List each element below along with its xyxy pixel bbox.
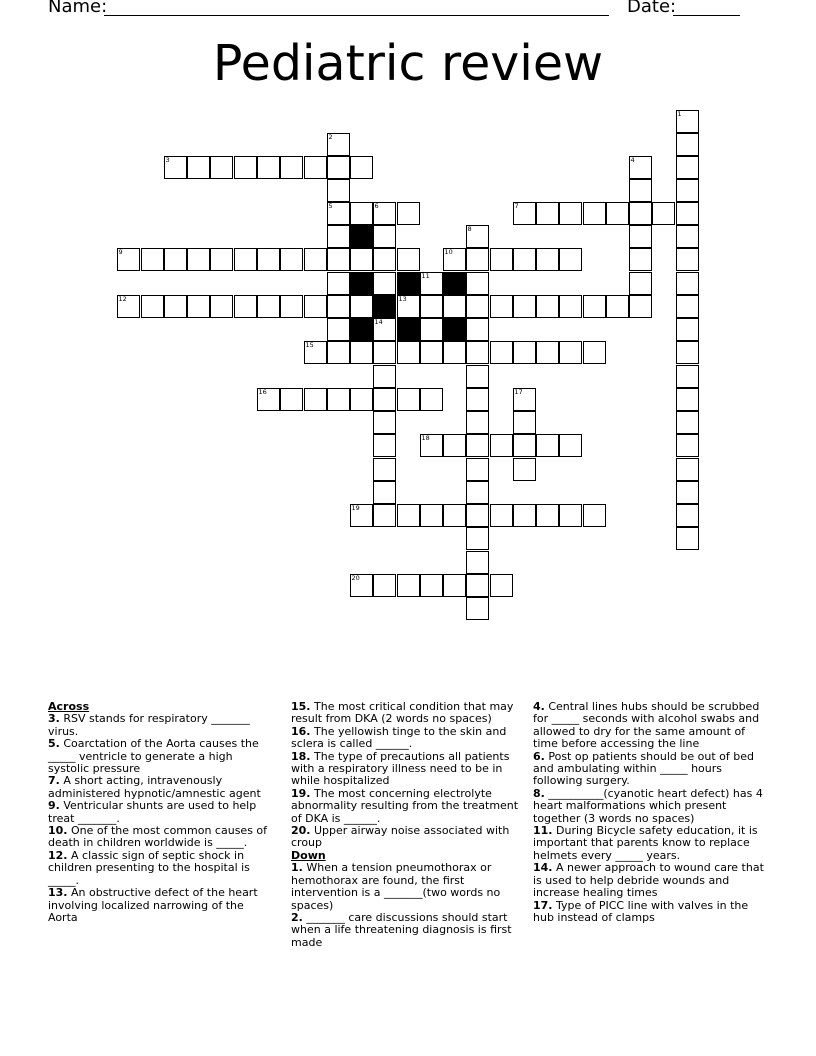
crossword-cell[interactable] bbox=[443, 434, 466, 457]
crossword-cell[interactable] bbox=[676, 295, 699, 318]
clue-item bbox=[291, 912, 523, 949]
clue-text: The yellowish tinge to the skin and sclera is called ______. bbox=[291, 724, 507, 751]
crossword-cell[interactable] bbox=[420, 272, 443, 295]
crossword-cell[interactable] bbox=[536, 341, 559, 364]
crossword-cell[interactable] bbox=[629, 202, 652, 225]
clue-item bbox=[48, 800, 274, 825]
crossword-cell[interactable] bbox=[676, 248, 699, 271]
crossword-cell[interactable] bbox=[234, 295, 257, 318]
crossword-cell[interactable] bbox=[652, 202, 675, 225]
crossword-cell[interactable] bbox=[490, 248, 513, 271]
crossword-cell[interactable] bbox=[234, 156, 257, 179]
clue-text: Ventricular shunts are used to help treat _______. bbox=[48, 799, 257, 825]
crossword-cell[interactable] bbox=[466, 295, 489, 318]
crossword-cell[interactable] bbox=[397, 202, 420, 225]
clue-number-label: 9. bbox=[48, 799, 60, 813]
crossword-cell[interactable] bbox=[676, 156, 699, 179]
crossword-cell[interactable] bbox=[397, 504, 420, 527]
clue-number-label: 10. bbox=[48, 824, 68, 838]
clue-text: The most critical condition that may result from DKA (2 words no spaces) bbox=[291, 700, 514, 726]
crossword-cell[interactable] bbox=[513, 341, 536, 364]
crossword-cell[interactable] bbox=[350, 504, 373, 527]
crossword-cell[interactable] bbox=[676, 110, 699, 133]
crossword-cell[interactable] bbox=[559, 202, 582, 225]
crossword-block-cell bbox=[443, 318, 466, 341]
clue-item bbox=[533, 862, 771, 899]
crossword-cell[interactable] bbox=[280, 295, 303, 318]
crossword-cell[interactable] bbox=[443, 248, 466, 271]
crossword-cell[interactable] bbox=[117, 295, 140, 318]
crossword-cell[interactable] bbox=[373, 202, 396, 225]
down-clue-list bbox=[291, 862, 523, 949]
crossword-cell[interactable] bbox=[676, 202, 699, 225]
clue-number: 14 bbox=[374, 317, 383, 326]
crossword-cell[interactable] bbox=[583, 202, 606, 225]
crossword-cell[interactable] bbox=[373, 411, 396, 434]
clue-item bbox=[533, 900, 771, 925]
clue-number-label: 11. bbox=[533, 824, 553, 838]
clue-number: 15 bbox=[305, 340, 314, 349]
crossword-cell[interactable] bbox=[466, 411, 489, 434]
crossword-cell[interactable] bbox=[350, 388, 373, 411]
crossword-cell[interactable] bbox=[210, 156, 233, 179]
clue-number-label: 7. bbox=[48, 774, 60, 788]
crossword-cell[interactable] bbox=[420, 341, 443, 364]
crossword-cell[interactable] bbox=[373, 504, 396, 527]
clue-number: 8 bbox=[467, 224, 472, 233]
crossword-cell[interactable] bbox=[606, 295, 629, 318]
crossword-cell[interactable] bbox=[676, 133, 699, 156]
crossword-cell[interactable] bbox=[141, 248, 164, 271]
clue-number-label: 16. bbox=[291, 724, 311, 738]
crossword-cell[interactable] bbox=[327, 341, 350, 364]
clue-number-label: 2. bbox=[291, 910, 303, 924]
crossword-cell[interactable] bbox=[629, 248, 652, 271]
crossword-cell[interactable] bbox=[490, 574, 513, 597]
crossword-cell[interactable] bbox=[443, 574, 466, 597]
crossword-cell[interactable] bbox=[210, 248, 233, 271]
crossword-cell[interactable] bbox=[513, 458, 536, 481]
crossword-cell[interactable] bbox=[513, 248, 536, 271]
across-heading: Across bbox=[48, 700, 90, 713]
clue-item bbox=[291, 751, 523, 788]
crossword-cell[interactable] bbox=[466, 434, 489, 457]
clue-number: 3 bbox=[165, 155, 170, 164]
crossword-cell[interactable] bbox=[373, 248, 396, 271]
clues-column-3 bbox=[533, 701, 771, 924]
crossword-cell[interactable] bbox=[373, 272, 396, 295]
clue-text: Upper airway noise associated with croup bbox=[291, 824, 510, 850]
crossword-cell[interactable] bbox=[676, 318, 699, 341]
crossword-cell[interactable] bbox=[257, 295, 280, 318]
clue-number-label: 12. bbox=[48, 848, 68, 862]
clue-number: 1 bbox=[677, 109, 682, 118]
crossword-cell[interactable] bbox=[373, 434, 396, 457]
clue-number-label: 6. bbox=[533, 749, 545, 763]
crossword-block-cell bbox=[373, 295, 396, 318]
clue-number: 2 bbox=[328, 132, 333, 141]
crossword-block-cell bbox=[397, 272, 420, 295]
crossword-cell[interactable] bbox=[676, 458, 699, 481]
clue-item bbox=[48, 825, 274, 850]
clue-number-label: 4. bbox=[533, 700, 545, 713]
crossword-cell[interactable] bbox=[304, 156, 327, 179]
crossword-cell[interactable] bbox=[536, 434, 559, 457]
crossword-cell[interactable] bbox=[490, 434, 513, 457]
crossword-cell[interactable] bbox=[187, 156, 210, 179]
clue-number: 16 bbox=[258, 387, 267, 396]
crossword-cell[interactable] bbox=[327, 248, 350, 271]
crossword-cell[interactable] bbox=[559, 434, 582, 457]
crossword-block-cell bbox=[350, 225, 373, 248]
clue-text: During Bicycle safety education, it is important that parents know to replace helmets every _____ years. bbox=[533, 824, 758, 862]
crossword-cell[interactable] bbox=[397, 341, 420, 364]
clue-text: __________(cyanotic heart defect) has 4 heart malformations which present together (3 words no spaces) bbox=[533, 786, 763, 825]
crossword-cell[interactable] bbox=[373, 388, 396, 411]
crossword-cell[interactable] bbox=[350, 574, 373, 597]
crossword-cell[interactable] bbox=[164, 248, 187, 271]
crossword-cell[interactable] bbox=[327, 388, 350, 411]
clue-text: One of the most common causes of death in children worldwide is _____. bbox=[48, 824, 268, 850]
crossword-cell[interactable] bbox=[304, 295, 327, 318]
crossword-cell[interactable] bbox=[513, 434, 536, 457]
crossword-cell[interactable] bbox=[280, 156, 303, 179]
crossword-cell[interactable] bbox=[559, 504, 582, 527]
crossword-cell[interactable] bbox=[117, 248, 140, 271]
crossword-cell[interactable] bbox=[420, 388, 443, 411]
clue-item bbox=[48, 775, 274, 800]
crossword-cell[interactable] bbox=[536, 504, 559, 527]
clue-text: Central lines hubs should be scrubbed for _____ seconds with alcohol swabs and allowed to dry for the same amount of time before accessing the line bbox=[533, 700, 760, 751]
crossword-cell[interactable] bbox=[536, 202, 559, 225]
clue-number-label: 18. bbox=[291, 749, 311, 763]
clue-text: When a tension pneumothorax or hemothorax are found, the first intervention is a _______(two words no spaces) bbox=[291, 861, 501, 912]
crossword-cell[interactable] bbox=[513, 504, 536, 527]
crossword-block-cell bbox=[397, 318, 420, 341]
clue-number: 19 bbox=[351, 503, 360, 512]
crossword-cell[interactable] bbox=[280, 388, 303, 411]
crossword-cell[interactable] bbox=[466, 388, 489, 411]
crossword-cell[interactable] bbox=[676, 272, 699, 295]
crossword-cell[interactable] bbox=[350, 295, 373, 318]
clue-number-label: 5. bbox=[48, 737, 60, 751]
clue-number: 4 bbox=[630, 155, 635, 164]
crossword-cell[interactable] bbox=[304, 248, 327, 271]
crossword-cell[interactable] bbox=[466, 574, 489, 597]
crossword-cell[interactable] bbox=[676, 225, 699, 248]
crossword-cell[interactable] bbox=[397, 574, 420, 597]
crossword-cell[interactable] bbox=[327, 295, 350, 318]
crossword-cell[interactable] bbox=[443, 341, 466, 364]
crossword-cell[interactable] bbox=[466, 527, 489, 550]
crossword-cell[interactable] bbox=[164, 156, 187, 179]
clue-number: 5 bbox=[328, 201, 333, 210]
clue-number-label: 3. bbox=[48, 712, 60, 726]
clue-number: 20 bbox=[351, 573, 360, 582]
down-heading: Down bbox=[291, 848, 326, 862]
clue-text: A short acting, intravenously administered hypnotic/amnestic agent bbox=[48, 774, 261, 800]
crossword-cell[interactable] bbox=[490, 341, 513, 364]
crossword-cell[interactable] bbox=[327, 318, 350, 341]
clue-number-label: 1. bbox=[291, 861, 303, 875]
crossword-cell[interactable] bbox=[513, 411, 536, 434]
across-clue-list bbox=[48, 713, 274, 924]
crossword-cell[interactable] bbox=[327, 179, 350, 202]
clue-text: The most concerning electrolyte abnormality resulting from the treatment of DKA is ______. bbox=[291, 786, 519, 825]
clues-column-1 bbox=[48, 701, 274, 924]
crossword-cell[interactable] bbox=[164, 295, 187, 318]
crossword-cell[interactable] bbox=[304, 341, 327, 364]
crossword-cell[interactable] bbox=[187, 295, 210, 318]
clue-item bbox=[48, 887, 274, 924]
clue-number-label: 20. bbox=[291, 824, 311, 838]
clue-text: Type of PICC line with valves in the hub instead of clamps bbox=[533, 898, 749, 924]
crossword-cell[interactable] bbox=[373, 225, 396, 248]
crossword-cell[interactable] bbox=[257, 248, 280, 271]
clue-item bbox=[48, 738, 274, 775]
crossword-cell[interactable] bbox=[606, 202, 629, 225]
crossword-cell[interactable] bbox=[304, 388, 327, 411]
crossword-cell[interactable] bbox=[466, 272, 489, 295]
clue-item bbox=[533, 751, 771, 788]
crossword-cell[interactable] bbox=[676, 365, 699, 388]
clue-text: RSV stands for respiratory _______ virus. bbox=[48, 712, 250, 738]
clue-number: 10 bbox=[444, 247, 453, 256]
crossword-cell[interactable] bbox=[187, 248, 210, 271]
crossword-cell[interactable] bbox=[141, 295, 164, 318]
crossword-cell[interactable] bbox=[629, 179, 652, 202]
clue-number: 13 bbox=[398, 294, 407, 303]
crossword-cell[interactable] bbox=[327, 202, 350, 225]
crossword-cell[interactable] bbox=[350, 156, 373, 179]
crossword-cell[interactable] bbox=[373, 458, 396, 481]
clue-number: 6 bbox=[374, 201, 379, 210]
crossword-cell[interactable] bbox=[420, 504, 443, 527]
crossword-cell[interactable] bbox=[466, 597, 489, 620]
clue-number: 7 bbox=[514, 201, 519, 210]
clue-item bbox=[533, 825, 771, 862]
crossword-cell[interactable] bbox=[490, 295, 513, 318]
clue-text: Coarctation of the Aorta causes the _____ ventricle to generate a high systolic pressure bbox=[48, 737, 259, 776]
clue-number-label: 8. bbox=[533, 786, 545, 800]
clue-number: 18 bbox=[421, 433, 430, 442]
clue-number: 11 bbox=[421, 271, 430, 280]
crossword-cell[interactable] bbox=[373, 318, 396, 341]
date-label: Date: bbox=[627, 0, 677, 17]
crossword-cell[interactable] bbox=[443, 295, 466, 318]
crossword-cell[interactable] bbox=[676, 341, 699, 364]
crossword-cell[interactable] bbox=[397, 388, 420, 411]
clue-item bbox=[48, 713, 274, 738]
crossword-cell[interactable] bbox=[629, 225, 652, 248]
crossword-cell[interactable] bbox=[466, 481, 489, 504]
clue-number-label: 14. bbox=[533, 861, 553, 875]
crossword-cell[interactable] bbox=[559, 248, 582, 271]
crossword-cell[interactable] bbox=[466, 551, 489, 574]
crossword-cell[interactable] bbox=[676, 411, 699, 434]
crossword-cell[interactable] bbox=[420, 574, 443, 597]
crossword-cell[interactable] bbox=[257, 388, 280, 411]
crossword-cell[interactable] bbox=[559, 295, 582, 318]
clue-text: A newer approach to wound care that is used to help debride wounds and increase healing times bbox=[533, 861, 764, 900]
crossword-cell[interactable] bbox=[420, 295, 443, 318]
crossword-cell[interactable] bbox=[466, 318, 489, 341]
crossword-cell[interactable] bbox=[210, 295, 233, 318]
crossword-cell[interactable] bbox=[676, 179, 699, 202]
crossword-cell[interactable] bbox=[443, 504, 466, 527]
crossword-cell[interactable] bbox=[327, 133, 350, 156]
crossword-cell[interactable] bbox=[676, 504, 699, 527]
crossword-cell[interactable] bbox=[327, 225, 350, 248]
clue-text: An obstructive defect of the heart involving localized narrowing of the Aorta bbox=[48, 886, 258, 924]
crossword-cell[interactable] bbox=[466, 365, 489, 388]
crossword-cell[interactable] bbox=[629, 156, 652, 179]
clue-number-label: 19. bbox=[291, 786, 311, 800]
crossword-cell[interactable] bbox=[373, 481, 396, 504]
clue-item bbox=[291, 726, 523, 751]
crossword-cell[interactable] bbox=[513, 295, 536, 318]
crossword-cell[interactable] bbox=[257, 156, 280, 179]
crossword-cell[interactable] bbox=[676, 527, 699, 550]
crossword-cell[interactable] bbox=[583, 295, 606, 318]
page-title: Pediatric review bbox=[212, 35, 604, 92]
crossword-cell[interactable] bbox=[420, 434, 443, 457]
crossword-cell[interactable] bbox=[373, 341, 396, 364]
clue-number: 9 bbox=[118, 247, 123, 256]
crossword-cell[interactable] bbox=[466, 248, 489, 271]
crossword-cell[interactable] bbox=[676, 388, 699, 411]
crossword-cell[interactable] bbox=[629, 272, 652, 295]
crossword-cell[interactable] bbox=[466, 458, 489, 481]
crossword-cell[interactable] bbox=[490, 504, 513, 527]
crossword-cell[interactable] bbox=[559, 341, 582, 364]
clue-number-label: 15. bbox=[291, 700, 311, 713]
crossword-cell[interactable] bbox=[420, 318, 443, 341]
crossword-cell[interactable] bbox=[536, 295, 559, 318]
crossword-cell[interactable] bbox=[466, 225, 489, 248]
crossword-cell[interactable] bbox=[629, 295, 652, 318]
crossword-cell[interactable] bbox=[350, 248, 373, 271]
clue-number-label: 17. bbox=[533, 898, 553, 912]
crossword-cell[interactable] bbox=[583, 341, 606, 364]
crossword-cell[interactable] bbox=[234, 248, 257, 271]
clue-number: 17 bbox=[514, 387, 523, 396]
crossword-block-cell bbox=[443, 272, 466, 295]
crossword-cell[interactable] bbox=[583, 504, 606, 527]
crossword-cell[interactable] bbox=[280, 248, 303, 271]
clue-number: 12 bbox=[118, 294, 127, 303]
across-clue-list-continued bbox=[291, 701, 523, 850]
clue-item bbox=[533, 701, 771, 751]
clue-item bbox=[48, 850, 274, 887]
crossword-cell[interactable] bbox=[466, 341, 489, 364]
clue-text: _______ care discussions should start when a life threatening diagnosis is first made bbox=[291, 910, 512, 949]
clue-item bbox=[291, 701, 523, 726]
clue-item bbox=[291, 862, 523, 912]
crossword-cell[interactable] bbox=[373, 365, 396, 388]
crossword-cell[interactable] bbox=[373, 574, 396, 597]
crossword-cell[interactable] bbox=[513, 388, 536, 411]
clue-text: Post op patients should be out of bed and ambulating within _____ hours following surgery. bbox=[533, 749, 754, 788]
crossword-cell[interactable] bbox=[466, 504, 489, 527]
clues-column-2 bbox=[291, 701, 523, 949]
crossword-cell[interactable] bbox=[676, 434, 699, 457]
clue-text: The type of precautions all patients with a respiratory illness need to be in while hospitalized bbox=[291, 749, 510, 788]
crossword-block-cell bbox=[350, 272, 373, 295]
crossword-cell[interactable] bbox=[676, 481, 699, 504]
crossword-cell[interactable] bbox=[513, 202, 536, 225]
crossword-cell[interactable] bbox=[327, 156, 350, 179]
clue-text: A classic sign of septic shock in children presenting to the hospital is _____. bbox=[48, 848, 250, 887]
crossword-cell[interactable] bbox=[350, 202, 373, 225]
clue-item bbox=[291, 825, 523, 850]
crossword-cell[interactable] bbox=[536, 248, 559, 271]
name-label: Name: bbox=[48, 0, 108, 17]
down-clue-list-continued bbox=[533, 701, 771, 924]
crossword-cell[interactable] bbox=[397, 295, 420, 318]
crossword-cell[interactable] bbox=[327, 272, 350, 295]
crossword-cell[interactable] bbox=[350, 341, 373, 364]
clue-number-label: 13. bbox=[48, 886, 68, 900]
clue-item bbox=[533, 788, 771, 825]
crossword-block-cell bbox=[350, 318, 373, 341]
clue-item bbox=[291, 788, 523, 825]
crossword-cell[interactable] bbox=[397, 248, 420, 271]
